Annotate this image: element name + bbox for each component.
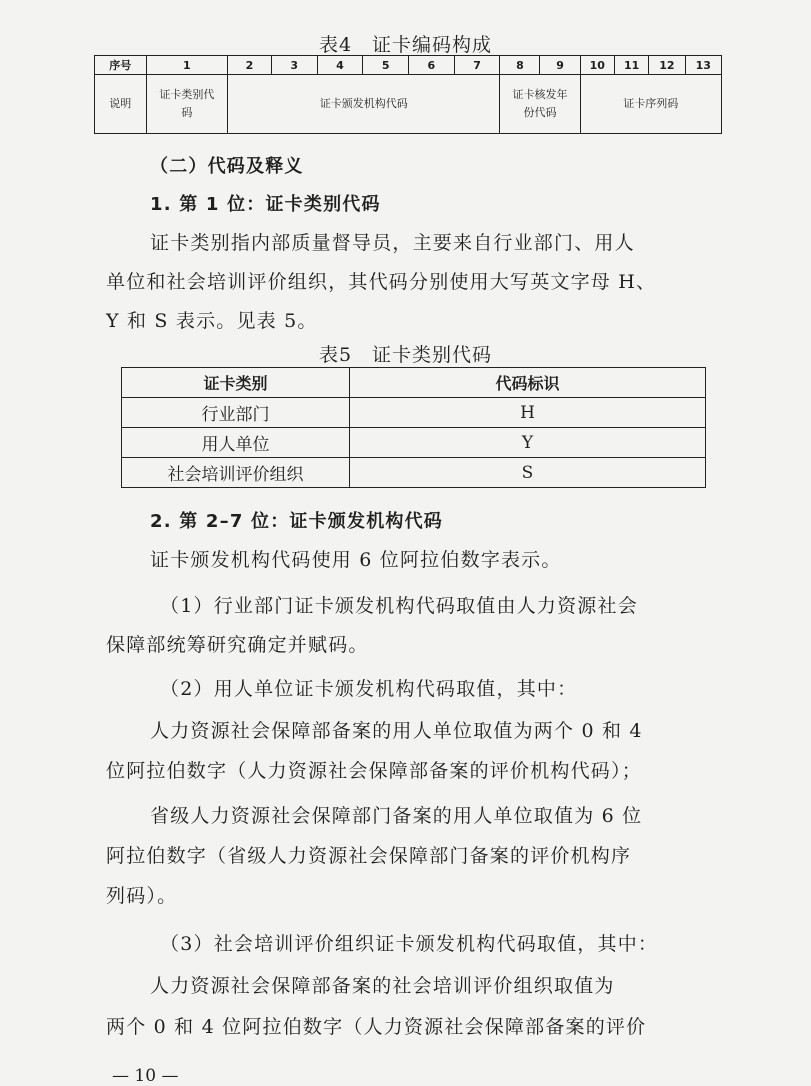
- table4-group-issuer: 证卡颁发机构代码: [228, 75, 500, 134]
- table4-header-cell: 3: [271, 56, 317, 75]
- body-line: 位阿拉伯数字（人力资源社会保障部备案的评价机构代码）；: [106, 760, 642, 782]
- table4-row-label: 说明: [95, 75, 147, 134]
- table5-cell: 社会培训评价组织: [122, 458, 350, 488]
- body-line: （2）用人单位证卡颁发机构代码取值，其中：: [160, 678, 578, 700]
- body-line: 省级人力资源社会保障部门备案的用人单位取值为 6 位: [150, 805, 643, 827]
- table4-header-cell: 12: [649, 56, 685, 75]
- table-row: [122, 458, 706, 488]
- table4-header-cell: 5: [363, 56, 409, 75]
- table5-header-cell: 证卡类别: [122, 368, 350, 398]
- table4-header-row: [95, 56, 722, 75]
- table4-header-cell: 10: [580, 56, 614, 75]
- table4-header-cell: 4: [317, 56, 363, 75]
- table5-header-row: [122, 368, 706, 398]
- body-line: （1）行业部门证卡颁发机构代码取值由人力资源社会: [160, 595, 638, 617]
- section-heading: （二）代码及释义: [150, 156, 304, 177]
- table5-cell: H: [350, 398, 706, 428]
- table4-header-cell: 13: [685, 56, 721, 75]
- body-line: （3）社会培训评价组织证卡颁发机构代码取值，其中：: [160, 933, 659, 955]
- table5-caption: 表5 证卡类别代码: [318, 344, 493, 366]
- table5-cell: S: [350, 458, 706, 488]
- table4-header-cell: 2: [228, 56, 272, 75]
- table4-group-category: 证卡类别代 码: [146, 75, 228, 134]
- page-number: — 10 —: [112, 1066, 179, 1086]
- table4-header-cell: 1: [146, 56, 228, 75]
- body-line: 人力资源社会保障部备案的用人单位取值为两个 0 和 4: [150, 720, 643, 742]
- table5-cell: 行业部门: [122, 398, 350, 428]
- table4-header-cell: 序号: [95, 56, 147, 75]
- table4-header-cell: 7: [454, 56, 500, 75]
- table4-group-year: 证卡核发年份代码: [500, 75, 580, 134]
- table4-group-serial: 证卡序列码: [580, 75, 721, 134]
- table4-header-cell: 6: [409, 56, 455, 75]
- table5-header-cell: 代码标识: [350, 368, 706, 398]
- body-line: 人力资源社会保障部备案的社会培训评价组织取值为: [150, 975, 615, 997]
- table4-caption: 表4 证卡编码构成: [318, 34, 493, 56]
- item1-heading: 1. 第 1 位：证卡类别代码: [150, 194, 381, 215]
- body-line: 阿拉伯数字（省级人力资源社会保障部门备案的评价机构序: [106, 845, 632, 867]
- table5: [121, 367, 706, 488]
- table-row: [122, 398, 706, 428]
- item2-heading: 2. 第 2–7 位：证卡颁发机构代码: [150, 511, 444, 532]
- body-line: 列码）。: [106, 885, 178, 907]
- table4-description-row: [95, 75, 722, 134]
- para1-line: 证卡类别指内部质量督导员，主要来自行业部门、用人: [150, 232, 635, 254]
- body-line: 两个 0 和 4 位阿拉伯数字（人力资源社会保障部备案的评价: [106, 1016, 647, 1038]
- table5-cell: 用人单位: [122, 428, 350, 458]
- table-row: [122, 428, 706, 458]
- table4: [94, 55, 722, 134]
- table5-cell: Y: [350, 428, 706, 458]
- body-line: 保障部统筹研究确定并赋码。: [106, 634, 369, 656]
- para1-line: Y 和 S 表示。见表 5。: [106, 310, 318, 332]
- body-line: 证卡颁发机构代码使用 6 位阿拉伯数字表示。: [150, 549, 562, 571]
- table4-header-cell: 9: [540, 56, 580, 75]
- para1-line: 单位和社会培训评价组织，其代码分别使用大写英文字母 H、: [106, 271, 657, 293]
- table4-header-cell: 11: [614, 56, 648, 75]
- table4-header-cell: 8: [500, 56, 540, 75]
